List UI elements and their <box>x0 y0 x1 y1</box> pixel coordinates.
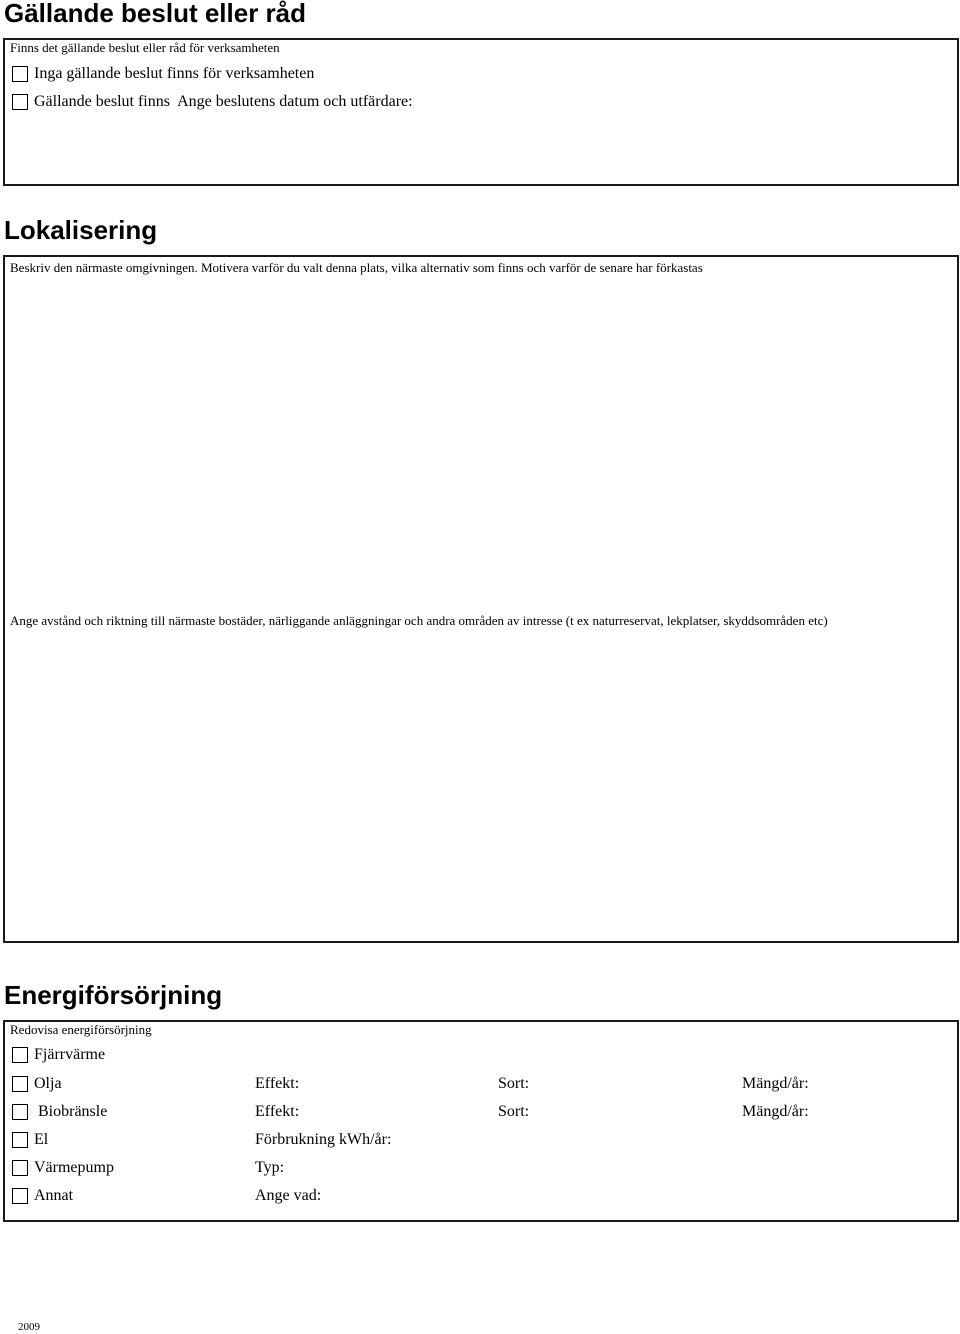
field-label-effect: Effekt: <box>255 1075 300 1092</box>
energy-row-oil <box>5 1074 957 1094</box>
section-heading-decision: Gällande beslut eller råd <box>4 0 306 28</box>
location-box <box>3 255 959 943</box>
checkbox-no-decision[interactable] <box>12 66 28 82</box>
checkbox-biofuel[interactable] <box>12 1104 28 1120</box>
checkbox-district-heating[interactable] <box>12 1047 28 1063</box>
distance-prompt: Ange avstånd och riktning till närmaste bostäder, närliggande anläggningar och andra områden av intresse (t ex naturreservat, lekplatser, skyddsområden etc) <box>10 613 828 628</box>
checkbox-oil[interactable] <box>12 1076 28 1092</box>
energy-row-electricity <box>5 1130 957 1150</box>
field-label-type: Sort: <box>498 1103 530 1120</box>
option-label: Inga gällande beslut finns för verksamheten <box>34 65 315 82</box>
energy-row-district-heating <box>5 1045 957 1065</box>
energy-label: Biobränsle <box>34 1103 108 1120</box>
field-label-effect: Effekt: <box>255 1103 300 1120</box>
field-label-type: Sort: <box>498 1075 530 1092</box>
energy-label: Olja <box>34 1075 62 1092</box>
section-heading-energy: Energiförsörjning <box>4 980 223 1010</box>
checkbox-other[interactable] <box>12 1188 28 1204</box>
decision-prompt: Finns det gällande beslut eller råd för verksamheten <box>10 40 280 55</box>
energy-box <box>3 1020 959 1222</box>
decision-option-no-decision <box>5 64 957 84</box>
energy-label: El <box>34 1131 49 1148</box>
decision-box <box>3 38 959 186</box>
section-heading-location: Lokalisering <box>4 215 158 245</box>
footer-year: 2009 <box>18 1321 40 1333</box>
field-label-amount: Mängd/år: <box>742 1075 809 1092</box>
field-label-consumption: Förbrukning kWh/år: <box>255 1131 392 1148</box>
checkbox-electricity[interactable] <box>12 1132 28 1148</box>
energy-row-biofuel <box>5 1102 957 1122</box>
energy-row-heat-pump <box>5 1158 957 1178</box>
surroundings-prompt: Beskriv den närmaste omgivningen. Motivera varför du valt denna plats, vilka alternativ som finns och varför de senare har förkastas <box>10 260 703 275</box>
energy-label: Fjärrvärme <box>34 1046 106 1063</box>
field-label-specify: Ange vad: <box>255 1187 322 1204</box>
field-label-amount: Mängd/år: <box>742 1103 809 1120</box>
energy-label: Annat <box>34 1187 74 1204</box>
decision-option-has-decision <box>5 92 957 112</box>
field-label-pump-type: Typ: <box>255 1159 285 1176</box>
checkbox-heat-pump[interactable] <box>12 1160 28 1176</box>
energy-row-other <box>5 1186 957 1206</box>
energy-prompt: Redovisa energiförsörjning <box>10 1022 152 1037</box>
checkbox-has-decision[interactable] <box>12 94 28 110</box>
energy-label: Värmepump <box>34 1159 114 1176</box>
option-label: Gällande beslut finns Ange beslutens datum och utfärdare: <box>34 93 413 110</box>
